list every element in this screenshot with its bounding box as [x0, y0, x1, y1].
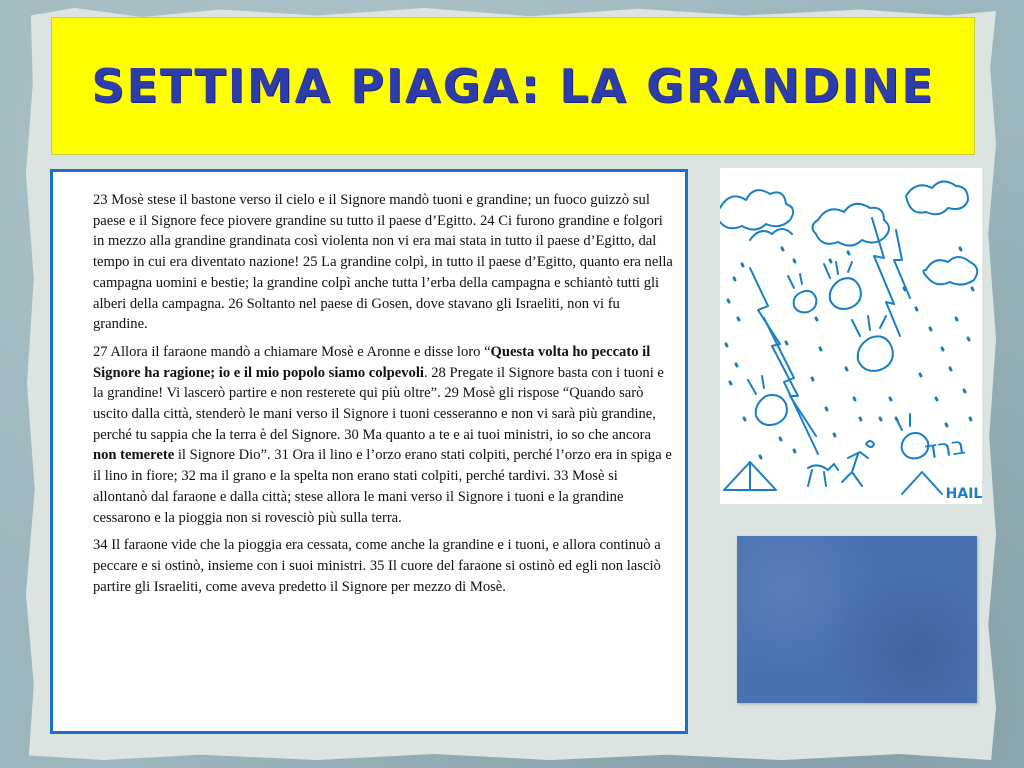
- paragraph-2: [93, 342, 673, 528]
- paragraph-2-intro: 27 Allora il faraone mandò a chiamare Mosè e Aronne e disse loro “: [93, 343, 491, 360]
- animal: [808, 464, 838, 486]
- scripture-text-box: [50, 169, 688, 734]
- non-temerete-bold: non temerete: [93, 447, 175, 464]
- fireball: [748, 376, 787, 425]
- paragraph-2-middle: . 28 Pregate il Signore basta con i tuoni e la grandine! Vi lascerò partire e non resterete qui più oltre”. 29 Mosè gli rispose “Quando sarò uscito dalla città, stenderò le mani verso il Signore i tuoni cesseranno e non vi sarà più grandine, perché tu sappia che la terra è del Signore. 30 Ma quanto a te e ai tuoi ministri, io so che ancora: [93, 364, 664, 443]
- tent: [724, 462, 776, 490]
- blue-texture-panel: [737, 536, 977, 703]
- cloud: [720, 190, 793, 229]
- hail-illustration: [720, 168, 982, 504]
- fireball: [824, 262, 861, 309]
- paragraph-1: 23 Mosè stese il bastone verso il cielo e il Signore mandò tuoni e grandine; un fuoco guizzò sul paese e il Signore fece piovere grandine su tutto il paese d’Egitto. 24 Ci furono grandine e folgori in mezzo alla grandine grandinata così violenta non vi era mai stata in tutto il paese d’Egitto, dal tempo in cui era diventato nazione! 25 La grandine colpì, in tutto il paese d’Egitto, quanto era nella campagna uomini e bestie; la grandine colpì anche tutta l’erba della campagna e schiantò tutti gli alberi della campagna. 26 Soltanto nel paese di Gosen, dove stavano gli Israeliti, non vi fu grandine.: [93, 192, 673, 333]
- title-banner: [51, 17, 975, 155]
- person: [842, 441, 874, 486]
- fireball: [852, 316, 893, 371]
- hail-label: HAIL: [945, 486, 982, 502]
- hail-drawing: [720, 168, 982, 504]
- paragraph-3: 34 Il faraone vide che la pioggia era cessata, come anche la grandine e i tuoni, e allora continuò a peccare e si ostinò, insieme con i suoi ministri. 35 Il cuore del faraone si ostinò ed egli non lasciò partire gli Israeliti, come aveva predetto il Signore per mezzo di Mosè.: [93, 537, 661, 595]
- cloud: [923, 257, 977, 285]
- lightning: [894, 230, 910, 298]
- paragraph-2-end: il Signore Dio”. 31 Ora il lino e l’orzo erano stati colpiti, perché l’orzo era in spiga e il lino in fiore; 32 ma il grano e la spelta non erano stati colpiti, perché tardivi. 33 Mosè si allontanò dal faraone e dalla città; stese allora le mani verso il Signore i tuoni e la grandine cessarono e la pioggia non si rovesciò più sulla terra.: [93, 447, 672, 526]
- lightning: [750, 268, 816, 436]
- pharaoh-confession-bold: Questa volta ho peccato il Signore ha ragione; io e il mio popolo siamo colpevoli: [93, 343, 651, 381]
- tent: [902, 472, 942, 494]
- hebrew-label: ברד: [922, 431, 967, 465]
- cloud: [750, 229, 792, 240]
- lightning: [764, 318, 818, 454]
- slide-title: SETTIMA PIAGA: LA GRANDINE: [91, 59, 935, 113]
- cloud: [906, 181, 968, 214]
- hailstones: [726, 248, 973, 458]
- fireball: [788, 274, 816, 312]
